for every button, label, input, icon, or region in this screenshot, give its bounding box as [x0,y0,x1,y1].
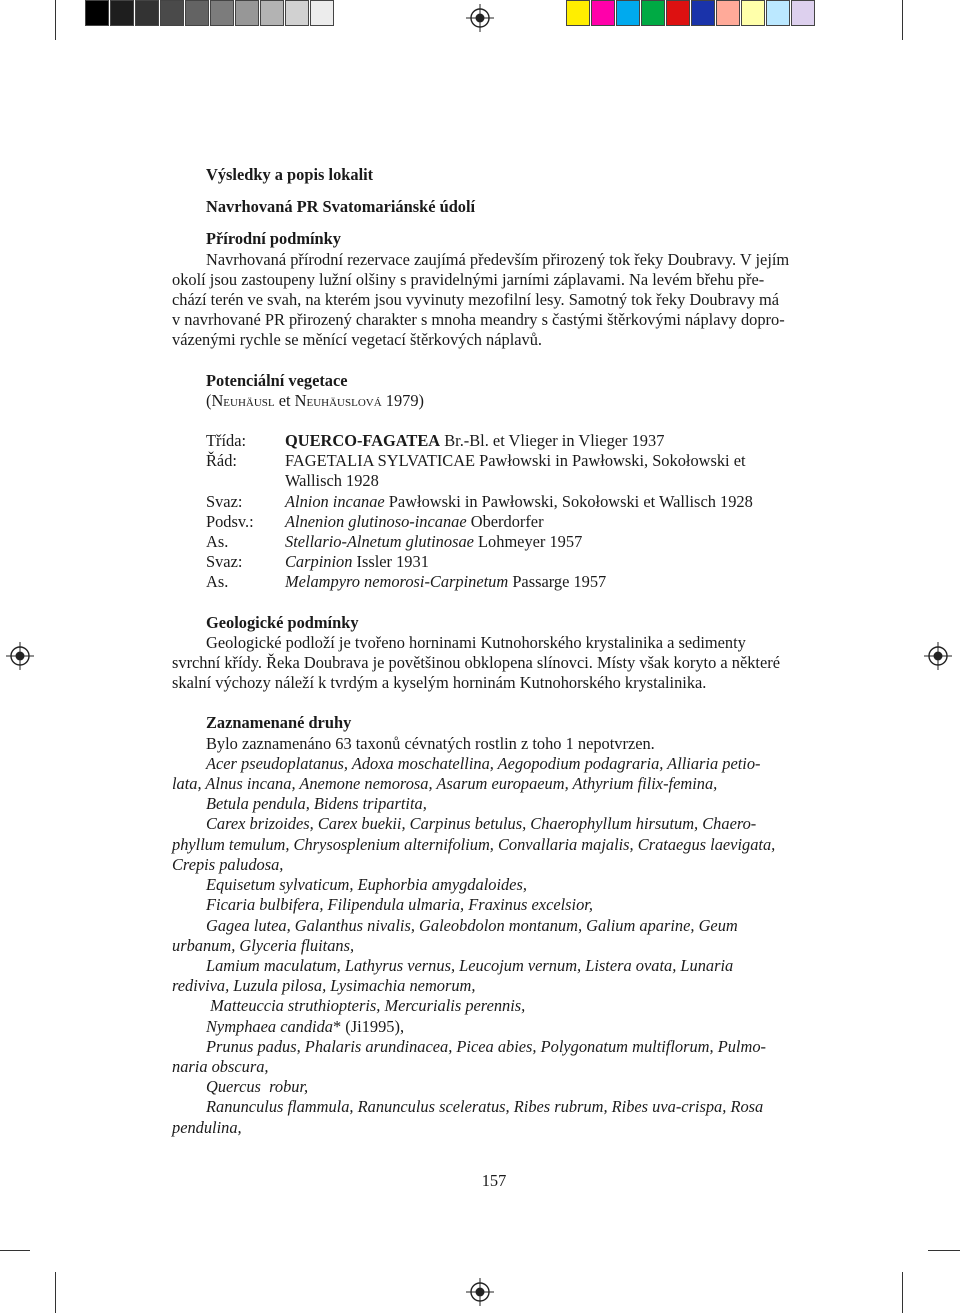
crop-mark-bottom-left-h [0,1250,30,1251]
grayscale-bar [85,0,335,28]
text-line: skalní výchozy náleží k tvrdým a kyselým horninám Kutnohorského krystalinika. [172,673,707,693]
species-list [172,754,812,1138]
text-line: vázenými rychle se měnící vegetací štěrkových náplavů. [172,330,543,350]
rank-label: Podsv.: [206,511,254,531]
author-name: Neuhäusl [211,390,275,410]
species-line: Prunus padus, Phalaris arundinacea, Picea abies, Polygonatum multiflorum, Pulmo- [206,1036,766,1056]
species-name: Nymphaea candida [206,1016,334,1036]
species-line: Lamium maculatum, Lathyrus vernus, Leucojum vernum, Listera ovata, Lunaria [206,955,734,975]
body-text [172,165,812,1138]
color-swatch [766,0,790,26]
crop-mark-bottom-right [902,1272,903,1313]
color-swatch [591,0,615,26]
species-line: Ficaria bulbifera, Filipendula ulmaria, Fraxinus excelsior, [206,895,593,915]
gray-swatch [110,0,134,26]
species-line: Quercus robur, [206,1077,309,1097]
potential-vegetation-source: (Neuhäusl et Neuhäuslová 1979) [206,390,425,410]
text-line: v navrhované PR přirozený charakter s mnoha meandry s častými štěrkovými náplavy dopro- [172,310,785,330]
color-swatch [716,0,740,26]
rank-label [206,471,285,491]
text-line: Navrhovaná přírodní rezervace zaujímá především přirozený tok řeky Doubravy. V jejím [206,249,790,269]
species-note: * (Ji1995), [333,1016,405,1036]
rank-label: Svaz: [206,491,243,511]
syntaxon-name: Alnenion glutinoso-incanae [285,511,467,531]
syntaxon-name: Melampyro nemorosi-Carpinetum [285,572,509,592]
color-swatch [791,0,815,26]
syntaxon-name: QUERCO-FAGATEA [285,431,441,451]
species-line: Betula pendula, Bidens tripartita, [206,794,427,814]
gray-swatch [135,0,159,26]
species-line: Equisetum sylvaticum, Euphorbia amygdaloides, [206,875,527,895]
species-line: Acer pseudoplatanus, Adoxa moschatellina, Aegopodium podagraria, Alliaria petio- [206,753,761,773]
syntaxon-name: Carpinion [285,552,353,572]
species-line: Carex brizoides, Carex buekii, Carpinus betulus, Chaerophyllum hirsutum, Chaero- [206,814,757,834]
color-swatch [566,0,590,26]
crop-mark-bottom-left [55,1272,56,1313]
rank-label: As. [206,532,229,552]
species-line [172,1017,812,1037]
text-line: Geologické podloží je tvořeno horninami Kutnohorského krystalinika a sedimenty [206,632,746,652]
species-line: phyllum temulum, Chrysosplenium alternifolium, Convallaria majalis, Crataegus laevigata, [172,834,776,854]
author-name: Neuhäuslová [294,390,382,410]
gray-swatch [160,0,184,26]
color-swatch [641,0,665,26]
color-swatch [616,0,640,26]
color-swatch [691,0,715,26]
gray-swatch [85,0,109,26]
gray-swatch [260,0,284,26]
crop-mark-bottom-right-h [928,1250,960,1251]
registration-mark-left-icon [6,642,34,670]
species-line: rediviva, Luzula pilosa, Lysimachia nemorum, [172,976,476,996]
syntaxon-row: Svaz: Alnion incanae Pawłowski in Pawłowski, Sokołowski et Wallisch 1928 [206,491,753,511]
rank-label: Řád: [206,451,237,471]
text-line: chází terén ve svah, na kterém jsou vyvinuty mezofilní lesy. Samotný tok řeky Doubravy má [172,290,780,310]
syntaxon-name: Alnion incanae [285,491,385,511]
gray-swatch [285,0,309,26]
species-line: Matteuccia struthiopteris, Mercurialis perennis, [206,996,526,1016]
syntaxon-row: Svaz: Carpinion Issler 1931 [206,552,429,572]
section-title: Výsledky a popis lokalit [206,165,374,184]
syntaxon-row: Podsv.: Alnenion glutinoso-incanae Oberdorfer [206,511,544,531]
species-line: Gagea lutea, Galanthus nivalis, Galeobdolon montanum, Galium aparine, Geum [206,915,738,935]
natural-conditions-heading: Přírodní podmínky [206,229,341,249]
registration-mark-bottom-icon [466,1278,494,1306]
crop-mark-top-right [902,0,903,40]
rank-label: Svaz: [206,552,243,572]
text-line: okolí jsou zastoupeny lužní olšiny s pravidelnými jarními záplavami. Na levém břehu pře- [172,269,765,289]
syntaxonomy-table [206,431,812,593]
geology-text [172,633,812,694]
gray-swatch [210,0,234,26]
syntaxon-row: Třída: QUERCO-FAGATEA Br.-Bl. et Vlieger in Vlieger 1937 [206,431,665,451]
registration-mark-top-icon [466,4,494,32]
syntaxon-name: Stellario-Alnetum glutinosae [285,532,474,552]
color-bar [566,0,816,28]
rank-label: As. [206,572,229,592]
potential-vegetation-heading: Potenciální vegetace [206,370,348,390]
rank-label: Třída: [206,431,247,451]
gray-swatch [185,0,209,26]
syntaxon-row: As. Stellario-Alnetum glutinosae Lohmeyer 1957 [206,532,583,552]
syntaxon-row: Řád: FAGETALIA SYLVATICAE Pawłowski in Pawłowski, Sokołowski et [206,451,746,471]
crop-mark-top-left [55,0,56,40]
locality-title: Navrhovaná PR Svatomariánské údolí [206,197,476,217]
page-number: 157 [481,1171,507,1190]
gray-swatch [235,0,259,26]
geology-heading: Geologické podmínky [206,612,359,632]
natural-conditions-text [172,250,812,351]
species-intro: Bylo zaznamenáno 63 taxonů cévnatých rostlin z toho 1 nepotvrzen. [206,733,655,753]
species-line: Ranunculus flammula, Ranunculus sceleratus, Ribes rubrum, Ribes uva-crispa, Rosa [206,1097,764,1117]
text-line: svrchní křídy. Řeka Doubrava je povětšinou obklopena slínovci. Místy však koryto a některé [172,653,780,673]
species-line: Crepis paludosa, [172,854,284,874]
species-line: naria obscura, [172,1056,269,1076]
species-heading: Zaznamenané druhy [206,713,352,733]
registration-mark-right-icon [924,642,952,670]
syntaxon-row: Wallisch 1928 [206,471,812,491]
color-swatch [666,0,690,26]
syntaxon-row: As. Melampyro nemorosi-Carpinetum Passarge 1957 [206,572,607,592]
color-swatch [741,0,765,26]
gray-swatch [310,0,334,26]
species-line: pendulina, [172,1117,242,1137]
species-line: urbanum, Glyceria fluitans, [172,935,355,955]
species-line: lata, Alnus incana, Anemone nemorosa, Asarum europaeum, Athyrium filix-femina, [172,774,718,794]
